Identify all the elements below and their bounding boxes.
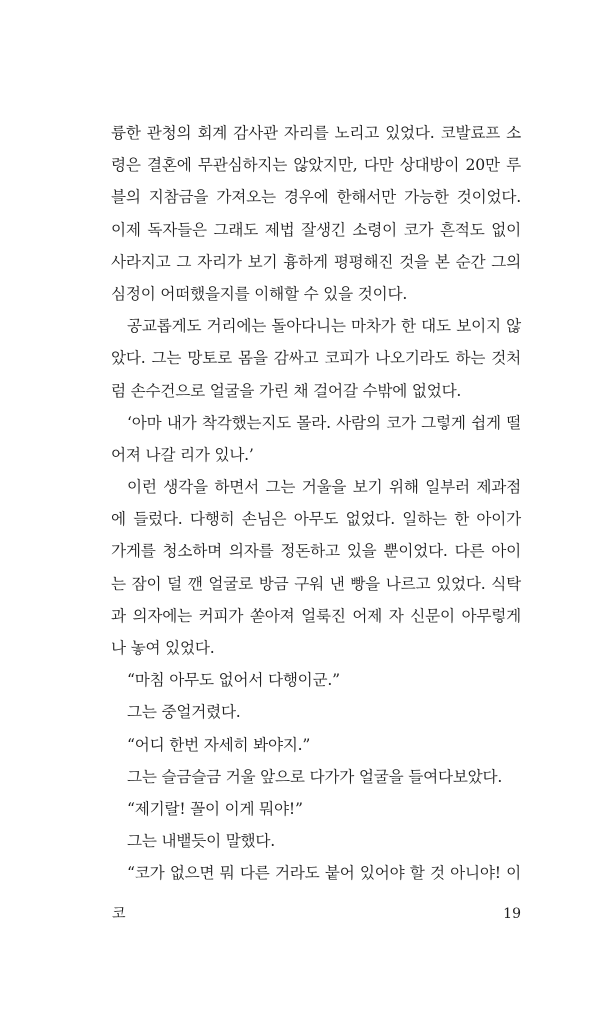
text-line: 럼 손수건으로 얼굴을 가린 채 걸어갈 수밖에 없었다.	[111, 381, 462, 400]
text-line: ‘아마 내가 착각했는지도 몰라. 사람의 코가 그렇게 쉽게 떨	[127, 413, 521, 432]
text-line: 그는 슬금슬금 거울 앞으로 다가가 얼굴을 들여다보았다.	[127, 767, 503, 786]
text-line: “어디 한번 자세히 봐야지.”	[127, 735, 311, 754]
running-title: 코	[112, 906, 126, 922]
text-line: 가게를 청소하며 의자를 정돈하고 있을 뿐이었다. 다른 아이	[111, 542, 521, 561]
text-line: 는 잠이 덜 깬 얼굴로 방금 구워 낸 빵을 나르고 있었다. 식탁	[111, 574, 521, 593]
text-line: 그는 내뱉듯이 말했다.	[127, 832, 276, 851]
text-line: 사라지고 그 자리가 보기 흉하게 평평해진 것을 본 순간 그의	[111, 252, 521, 271]
text-line: 블의 지참금을 가져오는 경우에 한해서만 가능한 것이었다.	[111, 188, 521, 207]
text-line: “제기랄! 꼴이 이게 뭐야!”	[127, 799, 303, 818]
text-line: 령은 결혼에 무관심하지는 않았지만, 다만 상대방이 20만 루	[111, 156, 521, 175]
text-line: 았다. 그는 망토로 몸을 감싸고 코피가 나오기라도 하는 것처	[111, 349, 521, 368]
text-line: 륭한 관청의 회계 감사관 자리를 노리고 있었다. 코발료프 소	[111, 124, 521, 142]
text-line: 과 의자에는 커피가 쏟아져 얼룩진 어제 자 신문이 아무렇게	[111, 606, 521, 625]
text-line: 이제 독자들은 그래도 제법 잘생긴 소령이 코가 흔적도 없이	[111, 220, 521, 239]
text-line: 심정이 어떠했을지를 이해할 수 있을 것이다.	[111, 284, 408, 303]
text-line: 나 놓여 있었다.	[111, 639, 215, 657]
text-line: 에 들렀다. 다행히 손님은 아무도 없었다. 일하는 한 아이가	[111, 510, 521, 529]
text-line: 그는 중얼거렸다.	[127, 703, 241, 722]
text-line: 이런 생각을 하면서 그는 거울을 보기 위해 일부러 제과점	[127, 478, 521, 497]
text-line: “마침 아무도 없어서 다행이군.”	[127, 671, 340, 690]
text-line: 공교롭게도 거리에는 돌아다니는 마차가 한 대도 보이지 않	[127, 317, 521, 336]
body-text	[111, 117, 521, 890]
text-line: 어져 나갈 리가 있나.’	[111, 445, 254, 464]
text-line: “코가 없으면 뭐 다른 거라도 붙어 있어야 할 것 아니야! 이	[127, 864, 521, 883]
page-number: 19	[503, 906, 521, 922]
